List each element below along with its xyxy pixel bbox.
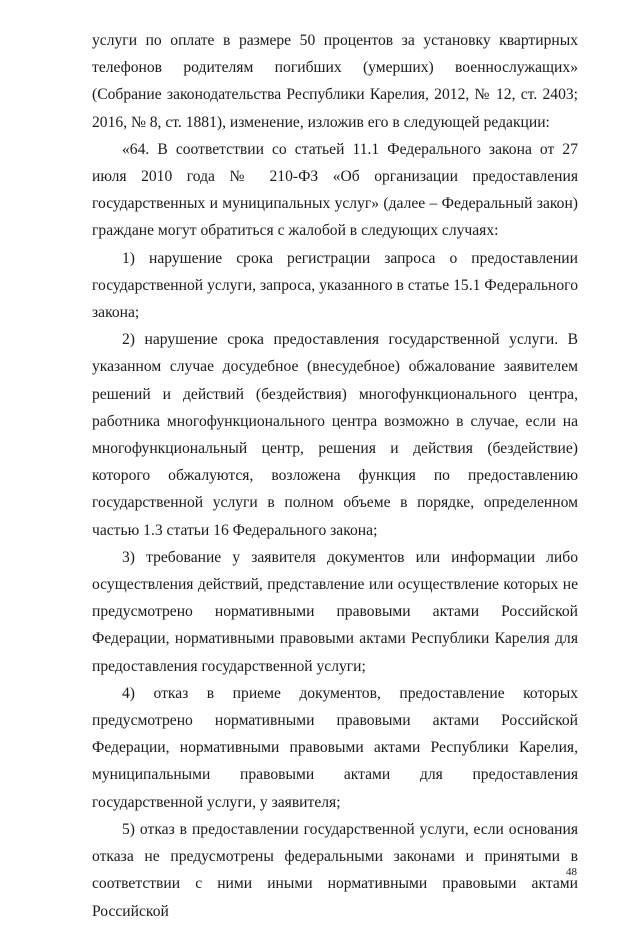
list-item-1: 1) нарушение срока регистрации запроса о предоставлении государственной услуги, запроса, указанного в статье 15.1 Федерального закона; — [92, 249, 578, 322]
paragraph-article-64: «64. В соответствии со статьей 11.1 Федерального закона от 27 июля 2010 года № 210-ФЗ «Об организации предоставления государственных и муниципальных услуг» (далее – Федеральный закон) граждане могут обратиться с жалобой в следующих случаях: — [92, 140, 578, 240]
page-number: 48 — [566, 866, 577, 878]
list-item-3: 3) требование у заявителя документов или информации либо осуществления действий, представление или осуществление которых не предусмотрено нормативными правовыми актами Российской Федерации, нормативными правовыми актами Республики Карелия для предоставления государственной услуги; — [92, 548, 578, 675]
document-body — [92, 27, 578, 925]
list-item-2: 2) нарушение срока предоставления государственной услуги. В указанном случае досудебное (внесудебное) обжалование заявителем решений и действий (бездействия) многофункционального центра, работника многофункционального центра возможно в случае, если на многофункциональный центр, решения и действия (бездействие) которого обжалуются, возложена функция по предоставлению государственной услуги в полном объеме в порядке, определенном частью 1.3 статьи 16 Федерального закона; — [92, 331, 578, 539]
paragraph-intro: услуги по оплате в размере 50 процентов за установку квартирных телефонов родителям погибших (умерших) военнослужащих» (Собрание законодательства Республики Карелия, 2012, № 12, ст. 2403; 2016, № 8, ст. 1881), изменение, изложив его в следующей редакции: — [92, 32, 578, 131]
list-item-4: 4) отказ в приеме документов, предоставление которых предусмотрено нормативными правовыми актами Российской Федерации, нормативными правовыми актами Республики Карелия, муниципальными правовыми актами для предоставления государственной услуги, у заявителя; — [92, 684, 578, 811]
list-item-5: 5) отказ в предоставлении государственной услуги, если основания отказа не предусмотрены федеральными законами и принятыми в соответствии с ними иными нормативными правовыми актами Российской — [92, 820, 578, 920]
